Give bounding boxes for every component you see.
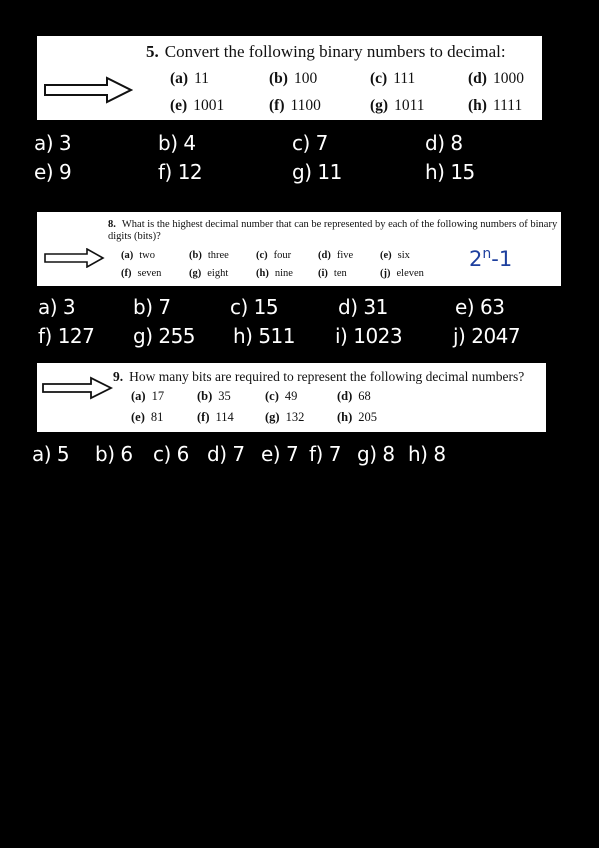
option-item: (g) 1011	[370, 97, 425, 114]
question-8-card	[37, 212, 561, 286]
handwritten-answer: g) 8	[357, 442, 395, 466]
option-item: (f) seven	[121, 268, 162, 279]
option-item: (h) 1111	[468, 97, 523, 114]
handwritten-answer: d) 8	[425, 131, 463, 155]
question-9-card	[37, 363, 546, 432]
handwritten-answer: h) 511	[233, 324, 296, 348]
option-item: (d) 68	[337, 389, 371, 403]
handwritten-answer: a) 3	[38, 295, 76, 319]
handwritten-answer: h) 15	[425, 160, 475, 184]
option-item: (d) five	[318, 250, 354, 261]
option-item: (a) 17	[131, 389, 165, 403]
option-item: (e) 1001	[170, 97, 225, 114]
option-item: (j) eleven	[380, 268, 424, 279]
right-arrow-icon	[43, 248, 105, 268]
option-item: (b) 100	[269, 70, 318, 87]
handwritten-answer: e) 9	[34, 160, 72, 184]
option-item: (e) six	[380, 250, 410, 261]
option-item: (a) 11	[170, 70, 210, 87]
handwritten-answer: c) 6	[153, 442, 189, 466]
option-item: (c) four	[256, 250, 292, 261]
question-title: 5. Convert the following binary numbers to decimal:	[146, 42, 506, 61]
handwritten-answer: f) 127	[38, 324, 95, 348]
question-title: 9. How many bits are required to represent the following decimal numbers?	[113, 369, 525, 384]
handwritten-answer: j) 2047	[453, 324, 521, 348]
handwritten-answer: b) 6	[95, 442, 133, 466]
option-item: (e) 81	[131, 410, 164, 424]
handwritten-formula: 2$^n$-1	[469, 246, 513, 271]
option-item: (d) 1000	[468, 70, 524, 87]
option-item: (b) three	[189, 250, 229, 261]
handwritten-answer: d) 31	[338, 295, 388, 319]
option-item: (f) 114	[197, 410, 234, 424]
handwritten-answer: a) 5	[32, 442, 70, 466]
handwritten-answer: g) 255	[133, 324, 196, 348]
handwritten-answer: i) 1023	[335, 324, 403, 348]
handwritten-answer: d) 7	[207, 442, 245, 466]
handwritten-answer: b) 4	[158, 131, 196, 155]
question-title: 8. What is the highest decimal number that can be represented by each of the following numbers of binary digits (bits)?	[108, 219, 558, 242]
handwritten-answer: c) 15	[230, 295, 279, 319]
option-item: (f) 1100	[269, 97, 321, 114]
handwritten-answer: c) 7	[292, 131, 328, 155]
question-5-card	[37, 36, 542, 120]
option-item: (c) 49	[265, 389, 298, 403]
right-arrow-icon	[41, 376, 113, 400]
handwritten-answer: h) 8	[408, 442, 446, 466]
handwritten-answer: f) 12	[158, 160, 203, 184]
handwritten-answer: f) 7	[309, 442, 341, 466]
handwritten-answer: a) 3	[34, 131, 72, 155]
option-item: (a) two	[121, 250, 155, 261]
right-arrow-icon	[43, 76, 133, 104]
option-item: (g) eight	[189, 268, 229, 279]
handwritten-answer: b) 7	[133, 295, 171, 319]
option-item: (i) ten	[318, 268, 347, 279]
handwritten-answer: e) 63	[455, 295, 505, 319]
option-item: (c) 111	[370, 70, 416, 87]
handwritten-answer: g) 11	[292, 160, 342, 184]
option-item: (h) 205	[337, 410, 378, 424]
option-item: (h) nine	[256, 268, 293, 279]
handwritten-answer: e) 7	[261, 442, 299, 466]
option-item: (g) 132	[265, 410, 305, 424]
option-item: (b) 35	[197, 389, 231, 403]
